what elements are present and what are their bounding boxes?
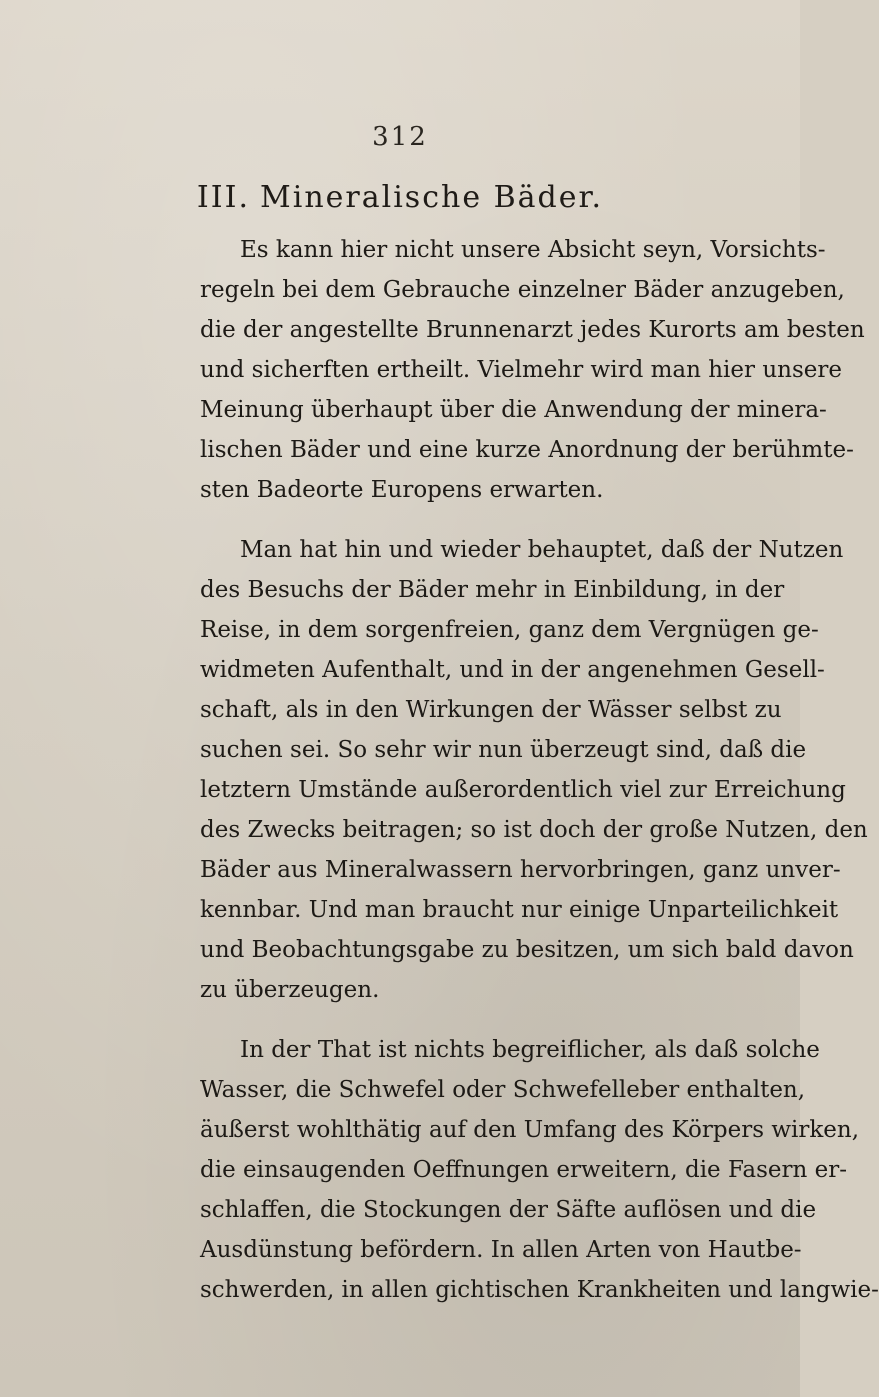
text-line: kennbar. Und man braucht nur einige Unparteilichkeit <box>200 897 839 923</box>
section-heading <box>0 180 800 215</box>
text-line: widmeten Aufenthalt, und in der angenehmen Gesell- <box>200 657 825 683</box>
text-line: die der angestellte Brunnenarzt jedes Kurorts am besten <box>200 317 865 343</box>
text-line: des Besuchs der Bäder mehr in Einbildung, in der <box>200 577 785 603</box>
text-line: zu überzeugen. <box>200 977 380 1003</box>
text-line: schwerden, in allen gichtischen Krankheiten und langwie- <box>200 1277 879 1303</box>
paragraph-1 <box>200 230 865 510</box>
text-line: äußerst wohlthätig auf den Umfang des Körpers wirken, <box>200 1117 860 1143</box>
text-line: suchen sei. So sehr wir nun überzeugt sind, daß die <box>200 737 807 763</box>
text-line: Bäder aus Mineralwassern hervorbringen, ganz unver- <box>200 857 841 883</box>
text-line: Reise, in dem sorgenfreien, ganz dem Vergnügen ge- <box>200 617 819 643</box>
paragraph-2 <box>200 530 868 1010</box>
section-numeral: III. <box>196 180 250 215</box>
text-line: regeln bei dem Gebrauche einzelner Bäder anzugeben, <box>200 277 845 303</box>
text-line: Wasser, die Schwefel oder Schwefelleber enthalten, <box>200 1077 806 1103</box>
body-text <box>200 230 879 1310</box>
section-title: Mineralische Bäder. <box>260 180 604 215</box>
text-line: und Beobachtungsgabe zu besitzen, um sich bald davon <box>200 937 854 963</box>
text-line: schaft, als in den Wirkungen der Wässer selbst zu <box>200 697 782 723</box>
text-line: schlaffen, die Stockungen der Säfte auflösen und die <box>200 1197 817 1223</box>
text-line: Man hat hin und wieder behauptet, daß der Nutzen <box>240 537 844 563</box>
text-line: sten Badeorte Europens erwarten. <box>200 477 604 503</box>
text-line: Ausdünstung befördern. In allen Arten von Hautbe- <box>200 1237 802 1263</box>
text-line: des Zwecks beitragen; so ist doch der große Nutzen, den <box>200 817 868 843</box>
text-line: Es kann hier nicht unsere Absicht seyn, Vorsichts- <box>240 237 826 263</box>
text-line: die einsaugenden Oeffnungen erweitern, die Fasern er- <box>200 1157 847 1183</box>
paragraph-3 <box>200 1030 879 1310</box>
text-line: und sicherften ertheilt. Vielmehr wird man hier unsere <box>200 357 842 383</box>
text-line: In der That ist nichts begreiflicher, als daß solche <box>240 1037 820 1063</box>
page-number: 312 <box>372 122 428 152</box>
text-line: letztern Umstände außerordentlich viel zur Erreichung <box>200 777 846 803</box>
text-line: Meinung überhaupt über die Anwendung der minera- <box>200 397 827 423</box>
text-line: lischen Bäder und eine kurze Anordnung der berühmte- <box>200 437 854 463</box>
